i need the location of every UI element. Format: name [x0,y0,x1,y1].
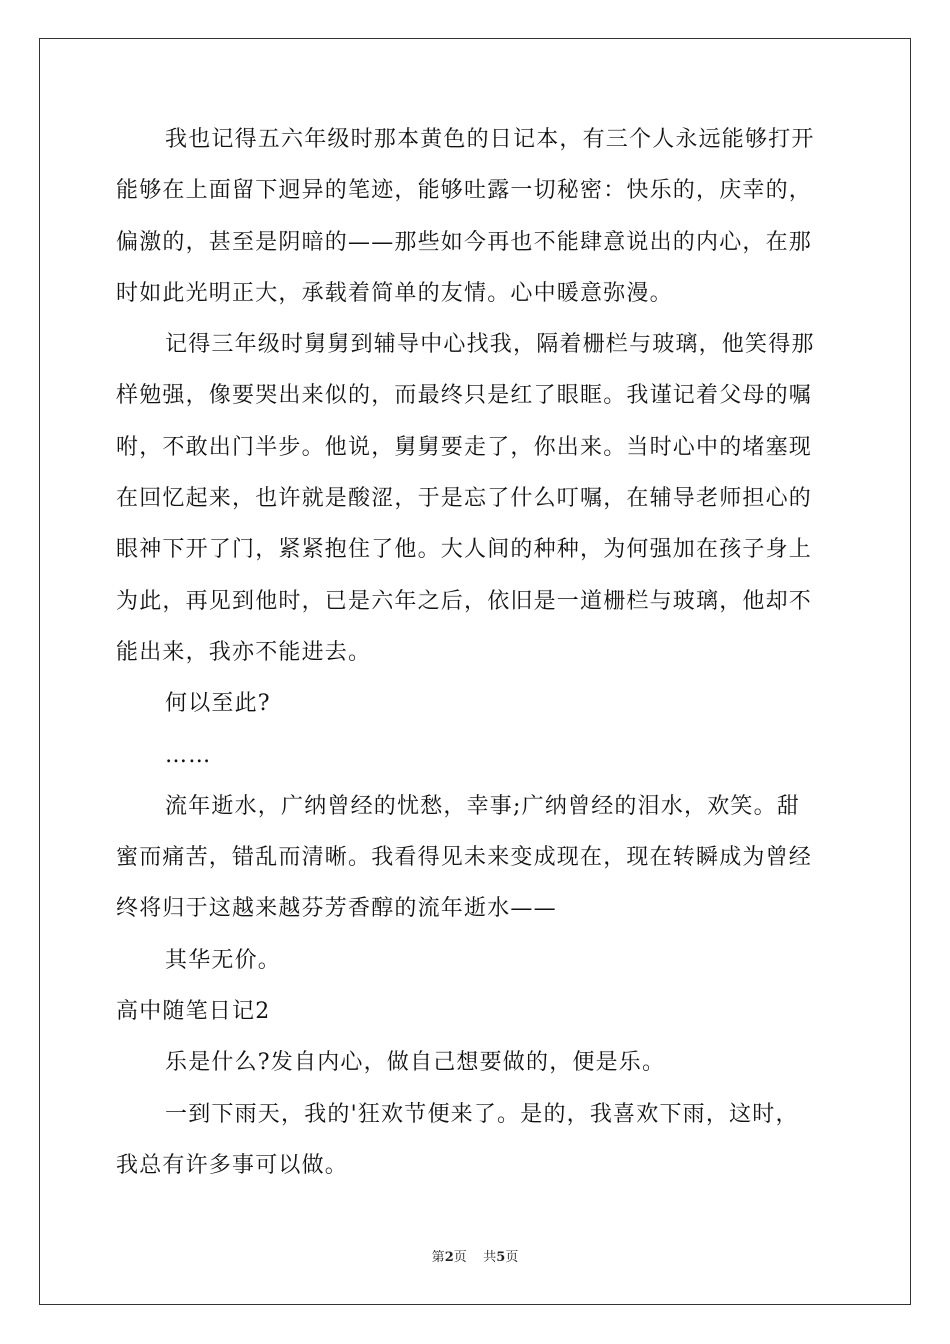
text-line: 我总有许多事可以做。 [116,1152,349,1178]
text-line: 我也记得五六年级时那本黄色的日记本，有三个人永远能够打开 [165,127,815,152]
paragraph [116,690,836,741]
paragraph [116,1049,836,1100]
text-line: 能够在上面留下迥异的笔迹，能够吐露一切秘密：快乐的，庆幸的， [116,178,813,204]
paragraph [116,742,836,793]
text-line: 其华无价。 [165,947,282,973]
text-line: 在回忆起来，也许就是酸涩，于是忘了什么叮嘱，在辅导老师担心的 [116,486,813,512]
paragraph [116,947,836,998]
total-page-count: 5 [496,1250,506,1265]
footer-mid: 页 共 [453,1250,497,1265]
footer-prefix: 第 [431,1250,445,1265]
text-line: 流年逝水，广纳曾经的忧愁，幸事;广纳曾经的泪水，欢笑。甜 [165,793,801,819]
text-line: 记得三年级时舅舅到辅导中心找我，隔着栅栏与玻璃，他笑得那 [165,332,815,358]
paragraph [116,998,836,1049]
text-line: 何以至此? [165,691,271,717]
text-line: 蜜而痛苦，错乱而清晰。我看得见未来变成现在，现在转瞬成为曾经 [116,845,813,871]
paragraph [116,1101,836,1204]
text-line: 时如此光明正大，承载着简单的友情。心中暖意弥漫。 [116,280,673,306]
text-line: 样勉强，像要哭出来似的，而最终只是红了眼眶。我谨记着父母的嘱 [116,383,813,409]
text-line: 能出来，我亦不能进去。 [116,639,372,665]
text-line: 眼神下开了门，紧紧抱住了他。大人间的种种，为何强加在孩子身上 [116,537,813,563]
paragraph [116,126,836,331]
document-body [116,126,836,1203]
text-line: 终将归于这越来越芬芳香醇的流年逝水—— [116,896,557,922]
text-line: 咐，不敢出门半步。他说，舅舅要走了，你出来。当时心中的堵塞现 [116,434,813,460]
page-footer [0,1246,950,1265]
paragraph [116,793,836,947]
text-line: 为此，再见到他时，已是六年之后，依旧是一道栅栏与玻璃，他却不 [116,588,813,614]
current-page-number: 2 [444,1250,454,1265]
text-line: 一到下雨天，我的'狂欢节便来了。是的，我喜欢下雨，这时， [165,1101,799,1127]
text-line: …… [165,742,212,768]
text-line: 偏激的，甚至是阴暗的——那些如今再也不能肆意说出的内心，在那 [116,229,813,255]
text-line: 乐是什么?发自内心，做自己想要做的，便是乐。 [165,1050,666,1076]
footer-suffix: 页 [505,1250,519,1265]
paragraph [116,331,836,690]
text-line: 高中随笔日记2 [116,999,271,1025]
